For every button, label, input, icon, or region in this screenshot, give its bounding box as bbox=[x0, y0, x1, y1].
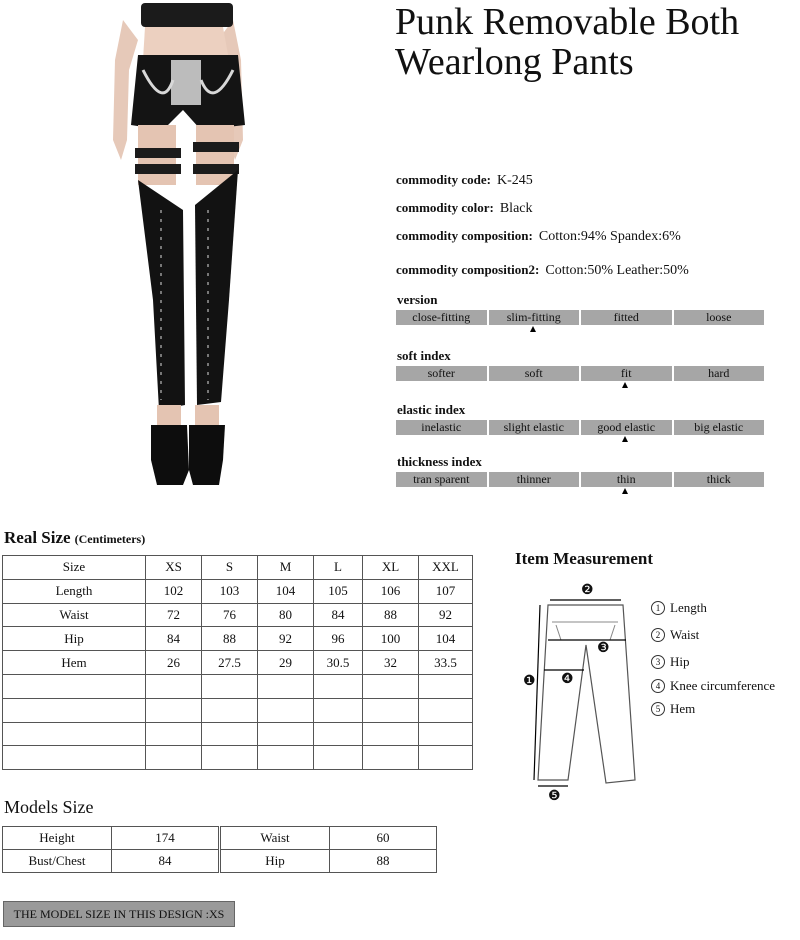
table-cell: 84 bbox=[314, 603, 363, 627]
table-cell: 29 bbox=[258, 651, 314, 675]
table-cell: 106 bbox=[363, 579, 419, 603]
legend-item bbox=[651, 654, 690, 670]
table-cell bbox=[419, 722, 473, 746]
table-cell: 84 bbox=[112, 850, 219, 873]
legend-label: Hem bbox=[670, 701, 696, 716]
table-header-cell: XS bbox=[146, 556, 202, 580]
scale-option: good elastic bbox=[581, 420, 672, 435]
legend-item bbox=[651, 627, 699, 643]
legend-item bbox=[651, 678, 775, 694]
scale-option: big elastic bbox=[674, 420, 765, 435]
commodity-color-value: Black bbox=[499, 201, 533, 216]
table-cell bbox=[146, 746, 202, 770]
legend-label: Hip bbox=[670, 654, 690, 669]
real-size-title-text: Real Size bbox=[4, 528, 71, 547]
table-cell bbox=[258, 722, 314, 746]
model-size-note: THE MODEL SIZE IN THIS DESIGN :XS bbox=[3, 901, 235, 927]
table-cell bbox=[258, 746, 314, 770]
scale-option: soft bbox=[489, 366, 580, 381]
table-cell: Bust/Chest bbox=[3, 850, 112, 873]
scale-thickness-marker-icon bbox=[622, 488, 628, 494]
table-cell bbox=[146, 674, 202, 698]
scale-option: close-fitting bbox=[396, 310, 487, 325]
table-row bbox=[3, 746, 473, 770]
legend-number: 1 bbox=[651, 601, 665, 615]
table-cell bbox=[363, 698, 419, 722]
table-cell bbox=[146, 698, 202, 722]
pants-diagram-icon bbox=[518, 580, 648, 805]
table-row bbox=[3, 579, 473, 603]
table-cell bbox=[419, 674, 473, 698]
scale-option: tran sparent bbox=[396, 472, 487, 487]
legend-label: Length bbox=[670, 600, 707, 615]
table-cell bbox=[363, 674, 419, 698]
table-header-cell: M bbox=[258, 556, 314, 580]
table-cell bbox=[3, 698, 146, 722]
table-cell bbox=[146, 722, 202, 746]
table-cell bbox=[419, 746, 473, 770]
table-row bbox=[3, 698, 473, 722]
table-cell: 88 bbox=[202, 627, 258, 651]
scale-soft-marker-icon bbox=[622, 382, 628, 388]
legend-number: 2 bbox=[651, 628, 665, 642]
scale-elastic-marker-icon bbox=[622, 436, 628, 442]
marker-length-icon: ❶ bbox=[523, 674, 536, 689]
table-cell: 88 bbox=[330, 850, 437, 873]
scale-option: hard bbox=[674, 366, 765, 381]
legend-number: 3 bbox=[651, 655, 665, 669]
table-cell: 174 bbox=[112, 827, 219, 850]
scale-option: thinner bbox=[489, 472, 580, 487]
table-row bbox=[3, 674, 473, 698]
table-cell bbox=[314, 722, 363, 746]
table-cell bbox=[363, 746, 419, 770]
legend-number: 4 bbox=[651, 679, 665, 693]
scale-title-soft: soft index bbox=[397, 348, 451, 363]
table-row bbox=[3, 603, 473, 627]
table-header-row bbox=[3, 556, 473, 580]
table-cell bbox=[419, 698, 473, 722]
table-cell: 32 bbox=[363, 651, 419, 675]
marker-waist-icon: ❷ bbox=[581, 583, 594, 598]
scale-title-thickness: thickness index bbox=[397, 454, 482, 469]
table-row bbox=[3, 850, 219, 873]
table-cell bbox=[3, 722, 146, 746]
table-cell: 104 bbox=[419, 627, 473, 651]
table-cell: 26 bbox=[146, 651, 202, 675]
legend-label: Knee circumference bbox=[670, 678, 776, 693]
table-cell: 72 bbox=[146, 603, 202, 627]
table-cell: 84 bbox=[146, 627, 202, 651]
table-cell: 100 bbox=[363, 627, 419, 651]
table-cell bbox=[314, 674, 363, 698]
table-header-cell: L bbox=[314, 556, 363, 580]
legend-item bbox=[651, 701, 695, 717]
scale-title-elastic: elastic index bbox=[397, 402, 466, 417]
table-cell: 104 bbox=[258, 579, 314, 603]
scale-option: loose bbox=[674, 310, 765, 325]
models-size-title: Models Size bbox=[4, 797, 94, 817]
table-cell bbox=[3, 746, 146, 770]
table-cell: 92 bbox=[419, 603, 473, 627]
scale-option: slight elastic bbox=[489, 420, 580, 435]
marker-knee-icon: ❹ bbox=[561, 672, 574, 687]
table-cell: 60 bbox=[330, 827, 437, 850]
table-header-cell: XL bbox=[363, 556, 419, 580]
size-table bbox=[2, 555, 473, 770]
real-size-title bbox=[4, 528, 145, 548]
table-cell: 30.5 bbox=[314, 651, 363, 675]
table-cell: 107 bbox=[419, 579, 473, 603]
commodity-composition2-value: Cotton:50% Leather:50% bbox=[545, 263, 689, 278]
table-cell: 88 bbox=[363, 603, 419, 627]
scale-option: thin bbox=[581, 472, 672, 487]
table-cell bbox=[202, 722, 258, 746]
table-cell: Hem bbox=[3, 651, 146, 675]
item-measurement-title: Item Measurement bbox=[515, 549, 654, 568]
table-cell: Hip bbox=[3, 627, 146, 651]
table-header-cell: Size bbox=[3, 556, 146, 580]
table-cell bbox=[314, 698, 363, 722]
table-row bbox=[3, 627, 473, 651]
table-header-cell: XXL bbox=[419, 556, 473, 580]
scale-thickness bbox=[396, 472, 764, 487]
commodity-composition bbox=[396, 228, 681, 245]
table-cell: 33.5 bbox=[419, 651, 473, 675]
models-size-table-left bbox=[2, 826, 219, 873]
scale-option: softer bbox=[396, 366, 487, 381]
legend-item bbox=[651, 600, 707, 616]
scale-version-marker-icon bbox=[530, 326, 536, 332]
table-cell: Waist bbox=[3, 603, 146, 627]
table-header-cell: S bbox=[202, 556, 258, 580]
scale-option: slim-fitting bbox=[489, 310, 580, 325]
table-row bbox=[221, 850, 437, 873]
table-cell: 27.5 bbox=[202, 651, 258, 675]
table-cell: 102 bbox=[146, 579, 202, 603]
table-cell: 76 bbox=[202, 603, 258, 627]
commodity-code-value: K-245 bbox=[496, 173, 533, 188]
legend-number: 5 bbox=[651, 702, 665, 716]
table-cell bbox=[3, 674, 146, 698]
product-title: Punk Removable Both Wearlong Pants bbox=[395, 1, 740, 83]
marker-hip-icon: ❸ bbox=[597, 641, 610, 656]
commodity-color bbox=[396, 200, 533, 217]
table-row bbox=[221, 827, 437, 850]
table-cell bbox=[363, 722, 419, 746]
table-cell: 105 bbox=[314, 579, 363, 603]
table-cell: 96 bbox=[314, 627, 363, 651]
table-cell bbox=[202, 674, 258, 698]
product-photo bbox=[93, 0, 263, 495]
commodity-composition2-label: commodity composition2: bbox=[396, 262, 540, 277]
commodity-code-label: commodity code: bbox=[396, 172, 491, 187]
table-cell bbox=[258, 698, 314, 722]
scale-option: fit bbox=[581, 366, 672, 381]
legend-label: Waist bbox=[670, 627, 700, 642]
table-cell: Waist bbox=[221, 827, 330, 850]
table-row bbox=[3, 827, 219, 850]
commodity-composition-value: Cotton:94% Spandex:6% bbox=[538, 229, 681, 244]
marker-hem-icon: ❺ bbox=[548, 789, 561, 804]
commodity-composition2 bbox=[396, 262, 689, 279]
scale-option: inelastic bbox=[396, 420, 487, 435]
table-cell: Height bbox=[3, 827, 112, 850]
table-cell: Hip bbox=[221, 850, 330, 873]
scale-option: thick bbox=[674, 472, 765, 487]
table-cell bbox=[314, 746, 363, 770]
commodity-color-label: commodity color: bbox=[396, 200, 494, 215]
scale-title-version: version bbox=[397, 292, 438, 307]
commodity-code bbox=[396, 172, 533, 189]
table-cell: 80 bbox=[258, 603, 314, 627]
table-row bbox=[3, 651, 473, 675]
models-size-table-right bbox=[220, 826, 437, 873]
table-cell bbox=[202, 746, 258, 770]
table-cell: Length bbox=[3, 579, 146, 603]
table-cell bbox=[202, 698, 258, 722]
table-cell: 92 bbox=[258, 627, 314, 651]
real-size-unit: (Centimeters) bbox=[74, 532, 146, 546]
scale-option: fitted bbox=[581, 310, 672, 325]
scale-soft bbox=[396, 366, 764, 381]
scale-version bbox=[396, 310, 764, 325]
scale-elastic bbox=[396, 420, 764, 435]
table-cell bbox=[258, 674, 314, 698]
table-row bbox=[3, 722, 473, 746]
commodity-composition-label: commodity composition: bbox=[396, 228, 533, 243]
table-cell: 103 bbox=[202, 579, 258, 603]
